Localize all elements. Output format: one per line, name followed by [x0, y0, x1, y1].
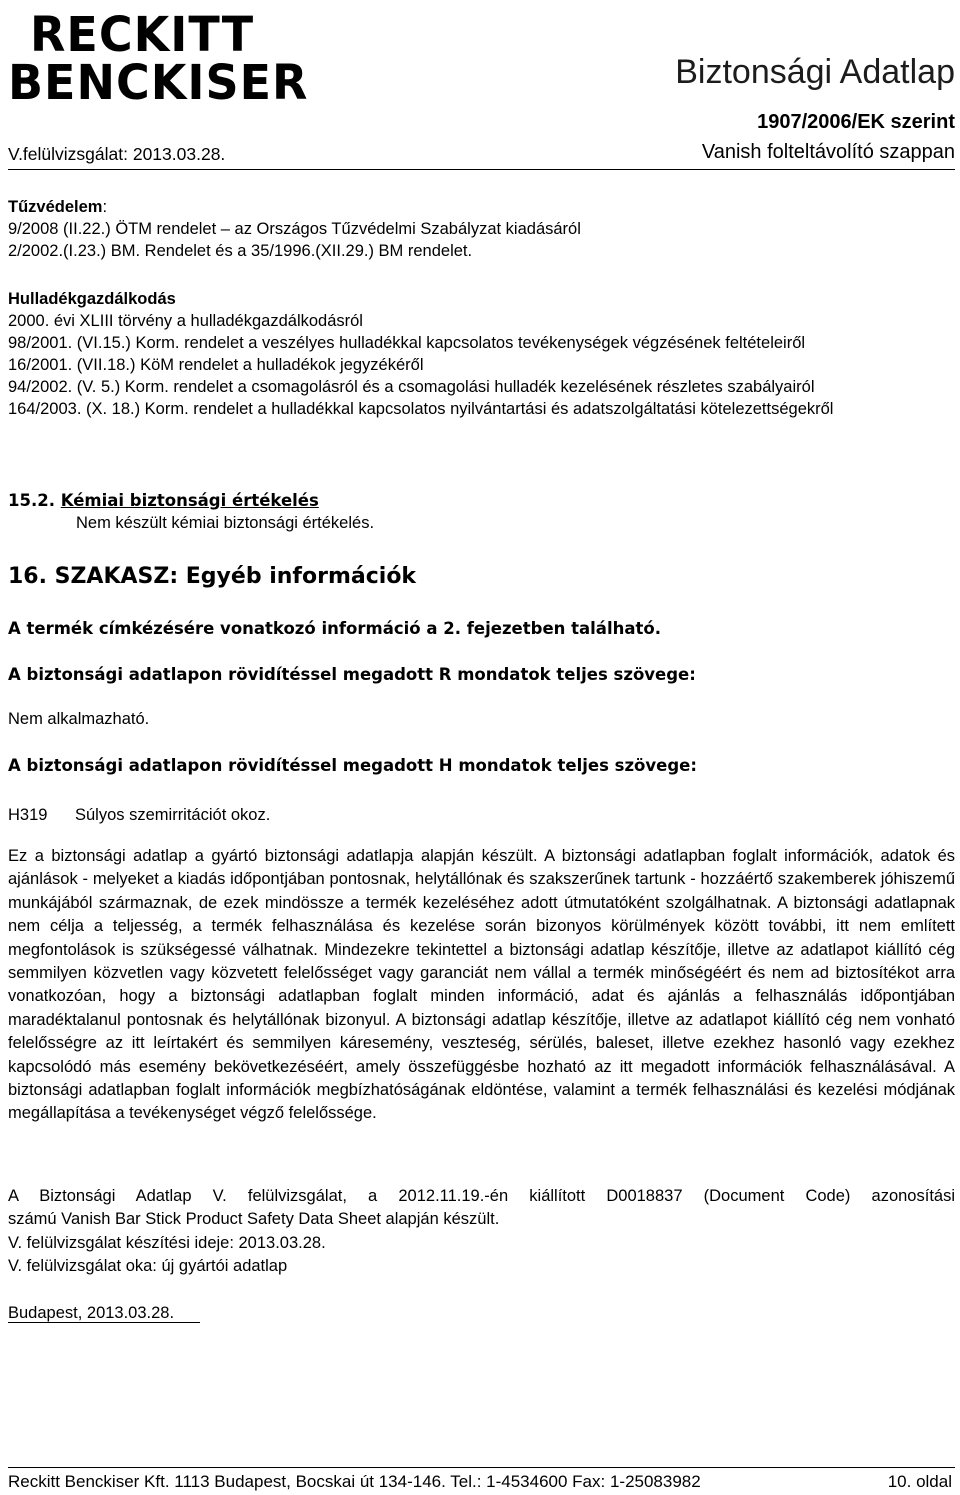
source-line-1: A Biztonsági Adatlap V. felülvizsgálat, a 2012.11.19.-én kiállított D0018837 (Document Code) azonosítási — [8, 1187, 955, 1205]
fire-heading-colon: : — [102, 198, 108, 216]
footer-page-number: 10. oldal — [887, 1472, 952, 1491]
waste-line-3: 16/2001. (VII.18.) KöM rendelet a hulladékok jegyzékéről — [8, 356, 424, 374]
waste-line-4: 94/2002. (V. 5.) Korm. rendelet a csomagolásról és a csomagolási hulladék kezelésének részletes szabályairól — [8, 378, 815, 396]
product-name: Vanish folteltávolító szappan — [701, 141, 955, 163]
company-logo — [8, 5, 309, 111]
source-line-2: számú Vanish Bar Stick Product Safety Data Sheet alapján készült. — [8, 1210, 500, 1229]
fire-section — [8, 196, 955, 262]
waste-section — [8, 288, 955, 420]
section-15-2 — [8, 490, 955, 534]
disclaimer-text: Ez a biztonsági adatlap a gyártó biztonsági adatlapja alapján készült. A biztonsági adatlapban foglalt információk, adatok és ajánlások - melyeket a kiadás időpontjában pontosnak, helytállónak és szakszerűnek tartunk - hozzáértő szakemberek jóhiszemű munkájából származnak, de ezek mindössze a termék kezeléséhez adott útmutatóként szolgálhatnak. A biztonsági adatlapnak nem célja a teljesség, a termék felhasználása és kezelése során bizonyos körülmények között további, itt nem említett megfontolások is szükségessé válhatnak. Mindezekre tekintettel a biztonsági adatlap készítője, illetve az adatlapot kiállító cég semmilyen közvetlen vagy közvetett felelősséget vagy garanciát nem vállal a termék minőségéért és nem ad biztosítékot arra vonatkozóan, hogy a biztonsági adatlapban foglalt minden információ, adat és ajánlás a felhasználás időpontjában maradéktalanul pontosnak és helytállónak bizonyul. A biztonsági adatlap készítője, illetve az adatlapot kiállító cég nem vonható felelősségre az itt leírtakért és semmilyen káresemény, veszteség, sérülés, baleset, illetve ezekhez hasonló vagy ezekhez kapcsolódó más esemény bekövetkezéséért, amely összefüggésbe hozható az itt megadott információk felhasználásával. A biztonsági adatlapban foglalt információk megbízhatóságának eldöntése, valamint a termék felhasználási és kezelési módjának megállapítása a tevékenységet végző felelőssége. — [8, 847, 955, 1123]
h-phrase-text: Súlyos szemirritációt okoz. — [75, 806, 271, 824]
document-title: Biztonsági Adatlap — [675, 53, 955, 91]
footer-company: Reckitt Benckiser Kft. 1113 Budapest, Bocskai út 134-146. Tel.: 1-4534600 Fax: 1-25083982 — [8, 1472, 701, 1491]
section-15-2-number: 15.2. — [8, 491, 55, 510]
place-and-date: Budapest, 2013.03.28. — [8, 1304, 175, 1322]
revision-made-date: V. felülvizsgálat készítési ideje: 2013.03.28. — [8, 1233, 326, 1252]
revision-date: V.felülvizsgálat: 2013.03.28. — [8, 144, 226, 164]
h-phrases-heading: A biztonsági adatlapon rövidítéssel megadott H mondatok teljes szövege: — [8, 756, 697, 775]
section-16-title: 16. SZAKASZ: Egyéb információk — [8, 564, 417, 589]
footer-divider — [8, 1467, 955, 1468]
waste-line-2: 98/2001. (VI.15.) Korm. rendelet a veszélyes hulladékkal kapcsolatos tevékenységek végzésének feltételeiről — [8, 334, 806, 352]
waste-heading: Hulladékgazdálkodás — [8, 290, 176, 308]
fire-line-2: 2/2002.(I.23.) BM. Rendelet és a 35/1996.(XII.29.) BM rendelet. — [8, 242, 473, 260]
source-info — [8, 1185, 955, 1279]
revision-reason: V. felülvizsgálat oka: új gyártói adatlap — [8, 1257, 288, 1276]
section-15-2-title: Kémiai biztonsági értékelés — [60, 491, 319, 510]
regulation-label: 1907/2006/EK szerint — [757, 111, 955, 133]
header-divider — [8, 169, 955, 170]
h-phrase-row — [8, 804, 955, 826]
logo-line1: RECKITT — [30, 5, 255, 63]
r-phrases-text: Nem alkalmazható. — [8, 710, 150, 728]
fire-line-1: 9/2008 (II.22.) ÖTM rendelet – az Országos Tűzvédelmi Szabályzat kiadásáról — [8, 220, 581, 238]
h-phrase-code: H319 — [8, 806, 48, 824]
section-15-2-text: Nem készült kémiai biztonsági értékelés. — [76, 514, 375, 532]
r-phrases-heading: A biztonsági adatlapon rövidítéssel megadott R mondatok teljes szövege: — [8, 665, 696, 684]
signature-line — [8, 1322, 200, 1323]
waste-line-5: 164/2003. (X. 18.) Korm. rendelet a hulladékkal kapcsolatos nyilvántartási és adatszolgáltatási kötelezettségekről — [8, 400, 834, 418]
logo-line2: BENCKISER — [8, 53, 309, 111]
page-footer — [8, 1472, 952, 1492]
label-info: A termék címkézésére vonatkozó információ a 2. fejezetben található. — [8, 619, 661, 638]
fire-heading: Tűzvédelem — [8, 198, 103, 216]
waste-line-1: 2000. évi XLIII törvény a hulladékgazdálkodásról — [8, 312, 363, 330]
